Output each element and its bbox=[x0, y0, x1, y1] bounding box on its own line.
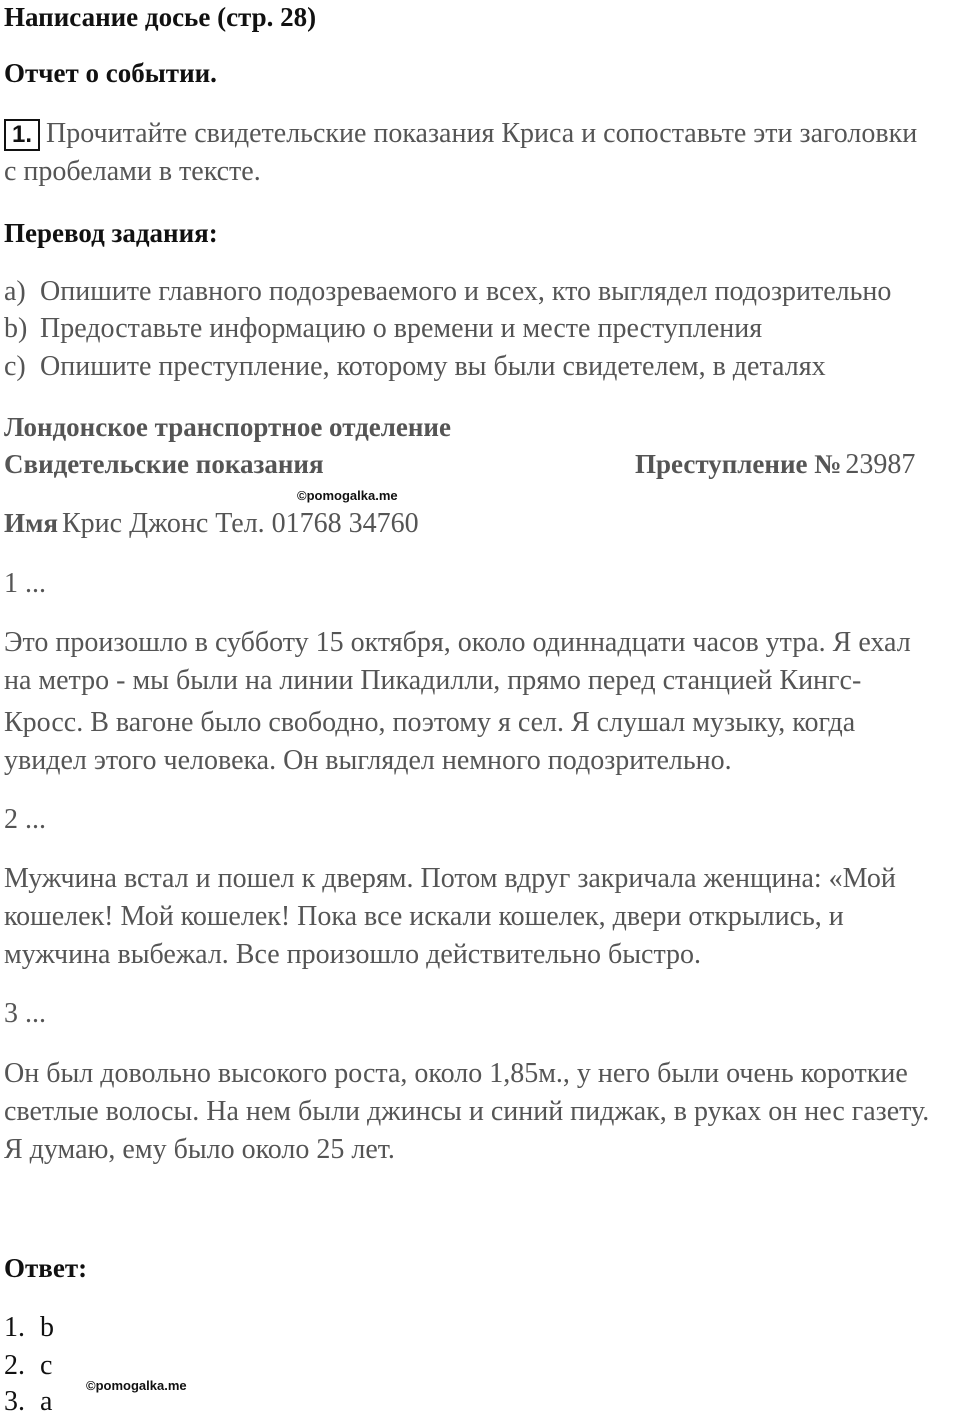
name-value: Крис Джонс Тел. 01768 34760 bbox=[62, 508, 419, 539]
option-text: Предоставьте информацию о времени и месте преступления bbox=[40, 313, 763, 344]
paragraph-3-line: Я думаю, ему было около 25 лет. bbox=[4, 1134, 395, 1165]
task-line-2: с пробелами в тексте. bbox=[4, 156, 261, 187]
paragraph-1-line: Это произошло в субботу 15 октября, около одиннадцати часов утра. Я ехал bbox=[4, 627, 911, 658]
gap-1: 1 ... bbox=[4, 568, 46, 599]
paragraph-2-line: кошелек! Мой кошелек! Пока все искали кошелек, двери открылись, и bbox=[4, 901, 844, 932]
answer-item bbox=[4, 1350, 52, 1382]
section-title: Отчет о событии. bbox=[4, 58, 217, 88]
answer-number: 3. bbox=[4, 1386, 25, 1417]
option-text: Опишите главного подозреваемого и всех, кто выглядел подозрительно bbox=[40, 276, 892, 307]
gap-3: 3 ... bbox=[4, 998, 46, 1029]
answer-heading: Ответ: bbox=[4, 1253, 88, 1283]
gap-2: 2 ... bbox=[4, 804, 46, 835]
answer-number: 2. bbox=[4, 1350, 25, 1381]
option-label: b) bbox=[4, 313, 28, 344]
crime-number-row bbox=[635, 449, 915, 481]
watermark-top: ©pomogalka.me bbox=[297, 488, 398, 503]
paragraph-2-line: мужчина выбежал. Все произошло действительно быстро. bbox=[4, 939, 702, 970]
paragraph-1-line: на метро - мы были на линии Пикадилли, прямо перед станцией Кингс- bbox=[4, 665, 862, 696]
answer-item bbox=[4, 1386, 52, 1418]
name-label: Имя bbox=[4, 508, 58, 538]
paragraph-1-line: Кросс. В вагоне было свободно, поэтому я сел. Я слушал музыку, когда bbox=[4, 707, 856, 738]
answer-item bbox=[4, 1312, 54, 1344]
page-title: Написание досье (стр. 28) bbox=[4, 2, 317, 32]
name-row bbox=[4, 508, 419, 540]
task-text-1: Прочитайте свидетельские показания Криса и сопоставьте эти заголовки bbox=[46, 118, 918, 149]
answer-value: a bbox=[40, 1386, 53, 1417]
task-number: 1. bbox=[4, 119, 40, 151]
answer-number: 1. bbox=[4, 1312, 25, 1343]
department-title: Лондонское транспортное отделение bbox=[4, 412, 451, 442]
paragraph-3-line: светлые волосы. На нем были джинсы и синий пиджак, в руках он нес газету. bbox=[4, 1096, 930, 1127]
answer-value: b bbox=[40, 1312, 54, 1343]
paragraph-2-line: Мужчина встал и пошел к дверям. Потом вдруг закричала женщина: «Мой bbox=[4, 863, 896, 894]
translation-heading: Перевод задания: bbox=[4, 218, 218, 248]
crime-number: 23987 bbox=[845, 449, 916, 480]
option-label: c) bbox=[4, 351, 26, 382]
statement-title: Свидетельские показания bbox=[4, 449, 324, 479]
option-label: a) bbox=[4, 276, 26, 307]
option-a bbox=[4, 276, 891, 308]
crime-label: Преступление № bbox=[635, 449, 842, 479]
option-c bbox=[4, 351, 826, 383]
paragraph-3-line: Он был довольно высокого роста, около 1,85м., у него были очень короткие bbox=[4, 1058, 908, 1089]
paragraph-1-line: увидел этого человека. Он выглядел немного подозрительно. bbox=[4, 745, 732, 776]
option-b bbox=[4, 313, 762, 345]
watermark-bottom: ©pomogalka.me bbox=[86, 1378, 187, 1393]
option-text: Опишите преступление, которому вы были свидетелем, в деталях bbox=[40, 351, 826, 382]
answer-value: c bbox=[40, 1350, 53, 1381]
task-line-1 bbox=[4, 118, 917, 151]
